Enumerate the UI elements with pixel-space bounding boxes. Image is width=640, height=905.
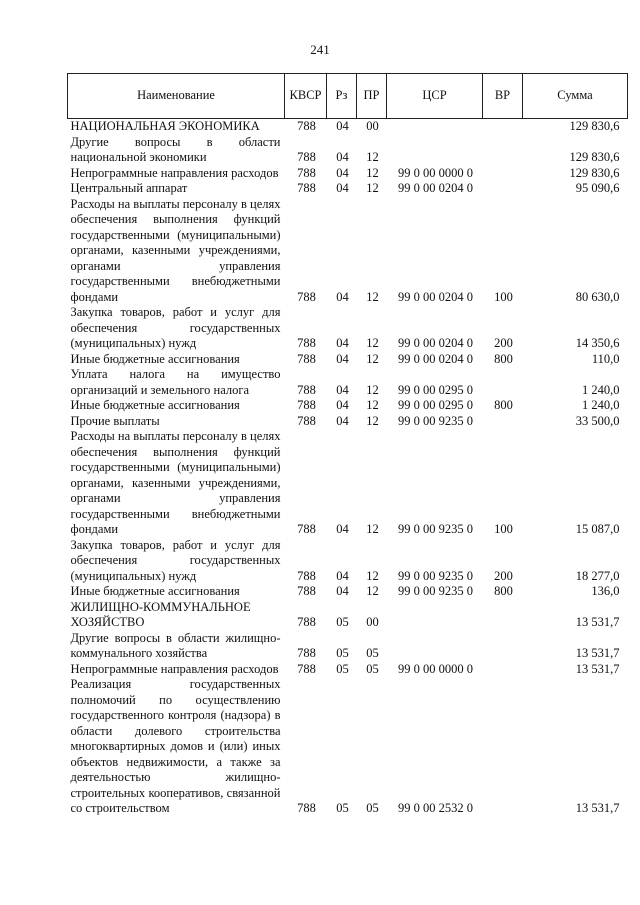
cell-kvsr: 788	[297, 801, 316, 815]
cell-kvsr: 788	[297, 522, 316, 536]
header-vr: ВР	[483, 74, 523, 119]
header-sum: Сумма	[523, 74, 628, 119]
cell-csr: 99 0 00 0204 0	[398, 351, 473, 366]
cell-kvsr: 788	[297, 289, 316, 304]
cell-sum: 13 531,7	[575, 615, 620, 629]
table-row	[68, 352, 628, 368]
cell-sum: 95 090,6	[575, 181, 620, 195]
cell-name: Непрограммные направления расходов	[70, 661, 279, 676]
cell-sum: 33 500,0	[575, 413, 620, 428]
cell-csr: 99 0 00 0204 0	[398, 181, 473, 195]
cell-vr	[483, 414, 523, 430]
cell-csr: 99 0 00 9235 0	[398, 522, 473, 536]
cell-sum: 80 630,0	[575, 289, 620, 304]
cell-name: Непрограммные направления расходов	[70, 165, 279, 180]
cell-name: Другие вопросы в области национальной экономики	[70, 134, 281, 164]
header-pr: ПР	[357, 74, 387, 119]
cell-name: Иные бюджетные ассигнования	[70, 584, 240, 598]
cell-vr	[483, 600, 523, 631]
cell-name: Расходы на выплаты персоналу в целях обеспечения выполнения функций государственными (муниципальными) органами, казенными учреждениями, органами управления государственными внебюджетными фондами	[70, 196, 281, 304]
cell-pr: 12	[366, 568, 379, 583]
cell-rz: 04	[336, 382, 349, 397]
cell-sum: 13 531,7	[575, 646, 620, 660]
cell-csr: 99 0 00 0204 0	[398, 289, 473, 304]
cell-kvsr: 788	[297, 336, 316, 350]
cell-pr: 05	[366, 801, 379, 815]
cell-rz: 04	[336, 522, 349, 536]
cell-rz: 04	[336, 336, 349, 350]
cell-pr: 12	[366, 181, 379, 195]
cell-vr: 100	[494, 289, 513, 304]
cell-name: Центральный аппарат	[70, 181, 188, 195]
cell-rz: 05	[336, 615, 349, 629]
cell-name: Реализация государственных полномочий по осуществлению государственного контроля (надзора) в области долевого строительства многоквартирных домов и (или) иных объектов недвижимости, а также за деятельностью жилищно-строительных кооперативов, связанной со строительством	[70, 677, 281, 815]
table-row	[68, 584, 628, 600]
cell-name: Расходы на выплаты персоналу в целях обеспечения выполнения функций государственными (муниципальными) органами, казенными учреждениями, органами управления государственными внебюджетными фондами	[70, 429, 281, 536]
cell-vr	[483, 677, 523, 817]
cell-vr: 100	[494, 522, 513, 536]
table-row	[68, 181, 628, 197]
cell-name: Закупка товаров, работ и услуг для обеспечения государственных (муниципальных) нужд	[70, 537, 281, 583]
cell-pr: 12	[366, 289, 379, 304]
cell-csr: 99 0 00 9235 0	[398, 584, 473, 598]
table-row	[68, 367, 628, 398]
cell-sum: 14 350,6	[575, 336, 620, 350]
header-csr: ЦСР	[387, 74, 483, 119]
table-row	[68, 135, 628, 166]
page-number: 241	[310, 42, 330, 57]
cell-sum: 15 087,0	[575, 522, 620, 536]
cell-kvsr: 788	[297, 351, 316, 366]
cell-kvsr: 788	[297, 661, 316, 676]
cell-sum: 13 531,7	[575, 661, 620, 676]
cell-rz: 04	[336, 150, 349, 164]
cell-pr: 12	[366, 351, 379, 366]
header-rz: Рз	[327, 74, 357, 119]
cell-kvsr: 788	[297, 584, 316, 598]
table-row	[68, 398, 628, 414]
cell-csr	[387, 135, 483, 166]
cell-vr: 200	[494, 336, 513, 350]
cell-vr	[483, 662, 523, 678]
cell-csr: 99 0 00 0295 0	[398, 398, 473, 412]
cell-name: Другие вопросы в области жилищно-коммунального хозяйства	[70, 630, 281, 660]
cell-rz: 04	[336, 165, 349, 180]
header-name: Наименование	[68, 74, 285, 119]
cell-name: Прочие выплаты	[70, 413, 160, 428]
cell-pr: 12	[366, 336, 379, 350]
table-row	[68, 166, 628, 182]
cell-name: НАЦИОНАЛЬНАЯ ЭКОНОМИКА	[70, 119, 260, 133]
cell-csr	[387, 631, 483, 662]
cell-csr: 99 0 00 9235 0	[398, 413, 473, 428]
cell-vr	[483, 166, 523, 182]
cell-rz: 05	[336, 801, 349, 815]
cell-vr	[483, 135, 523, 166]
cell-rz: 04	[336, 119, 349, 133]
cell-vr: 800	[494, 398, 513, 412]
cell-vr	[483, 631, 523, 662]
cell-name: Уплата налога на имущество организаций и земельного налога	[70, 367, 281, 397]
cell-vr	[483, 119, 523, 135]
table-row	[68, 414, 628, 430]
cell-csr: 99 0 00 0295 0	[398, 382, 473, 397]
table-body	[68, 119, 628, 817]
cell-kvsr: 788	[297, 165, 316, 180]
cell-rz: 04	[336, 398, 349, 412]
table-row	[68, 631, 628, 662]
cell-name: Иные бюджетные ассигнования	[70, 398, 240, 412]
cell-kvsr: 788	[297, 181, 316, 195]
cell-pr: 12	[366, 382, 379, 397]
cell-rz: 04	[336, 181, 349, 195]
table-row	[68, 197, 628, 306]
cell-name: Закупка товаров, работ и услуг для обеспечения государственных (муниципальных) нужд	[70, 305, 281, 350]
cell-pr: 12	[366, 584, 379, 598]
cell-pr: 12	[366, 522, 379, 536]
cell-pr: 12	[366, 413, 379, 428]
cell-rz: 05	[336, 661, 349, 676]
table-row	[68, 119, 628, 135]
cell-name: ЖИЛИЩНО-КОММУНАЛЬНОЕ ХОЗЯЙСТВО	[70, 599, 251, 629]
cell-sum: 13 531,7	[575, 801, 620, 815]
table-header	[68, 74, 628, 119]
cell-rz: 04	[336, 413, 349, 428]
cell-kvsr: 788	[297, 646, 316, 660]
cell-rz: 04	[336, 568, 349, 583]
cell-rz: 04	[336, 351, 349, 366]
cell-kvsr: 788	[297, 413, 316, 428]
cell-rz: 04	[336, 289, 349, 304]
cell-kvsr: 788	[297, 615, 316, 629]
cell-vr: 200	[494, 568, 513, 583]
cell-pr: 12	[366, 165, 379, 180]
cell-pr: 05	[366, 661, 379, 676]
cell-csr	[387, 600, 483, 631]
cell-kvsr: 788	[297, 150, 316, 164]
table-row	[68, 677, 628, 817]
cell-sum: 18 277,0	[575, 568, 620, 583]
cell-csr: 99 0 00 0000 0	[398, 661, 473, 676]
table-row	[68, 538, 628, 585]
cell-sum: 129 830,6	[569, 165, 620, 180]
cell-vr	[483, 181, 523, 197]
cell-sum: 129 830,6	[569, 119, 620, 133]
cell-pr: 12	[366, 150, 379, 164]
budget-table	[67, 73, 628, 817]
table-row	[68, 429, 628, 538]
header-kvsr: КВСР	[285, 74, 327, 119]
cell-name: Иные бюджетные ассигнования	[70, 351, 240, 366]
cell-vr: 800	[494, 351, 513, 366]
cell-vr	[483, 367, 523, 398]
cell-sum: 136,0	[591, 584, 620, 598]
cell-kvsr: 788	[297, 382, 316, 397]
cell-csr: 99 0 00 9235 0	[398, 568, 473, 583]
table-row	[68, 600, 628, 631]
cell-sum: 110,0	[591, 351, 620, 366]
cell-pr: 05	[366, 646, 379, 660]
cell-pr: 00	[366, 119, 379, 133]
table-row	[68, 662, 628, 678]
cell-sum: 129 830,6	[569, 150, 620, 164]
cell-csr: 99 0 00 2532 0	[398, 801, 473, 815]
cell-rz: 05	[336, 646, 349, 660]
cell-kvsr: 788	[297, 398, 316, 412]
cell-vr: 800	[494, 584, 513, 598]
cell-pr: 00	[366, 615, 379, 629]
cell-csr: 99 0 00 0000 0	[398, 165, 473, 180]
cell-sum: 1 240,0	[582, 398, 620, 412]
cell-csr: 99 0 00 0204 0	[398, 336, 473, 350]
cell-kvsr: 788	[297, 119, 316, 133]
table-row	[68, 305, 628, 352]
cell-rz: 04	[336, 584, 349, 598]
cell-kvsr: 788	[297, 568, 316, 583]
cell-pr: 12	[366, 398, 379, 412]
cell-csr	[387, 119, 483, 135]
cell-sum: 1 240,0	[582, 382, 620, 397]
